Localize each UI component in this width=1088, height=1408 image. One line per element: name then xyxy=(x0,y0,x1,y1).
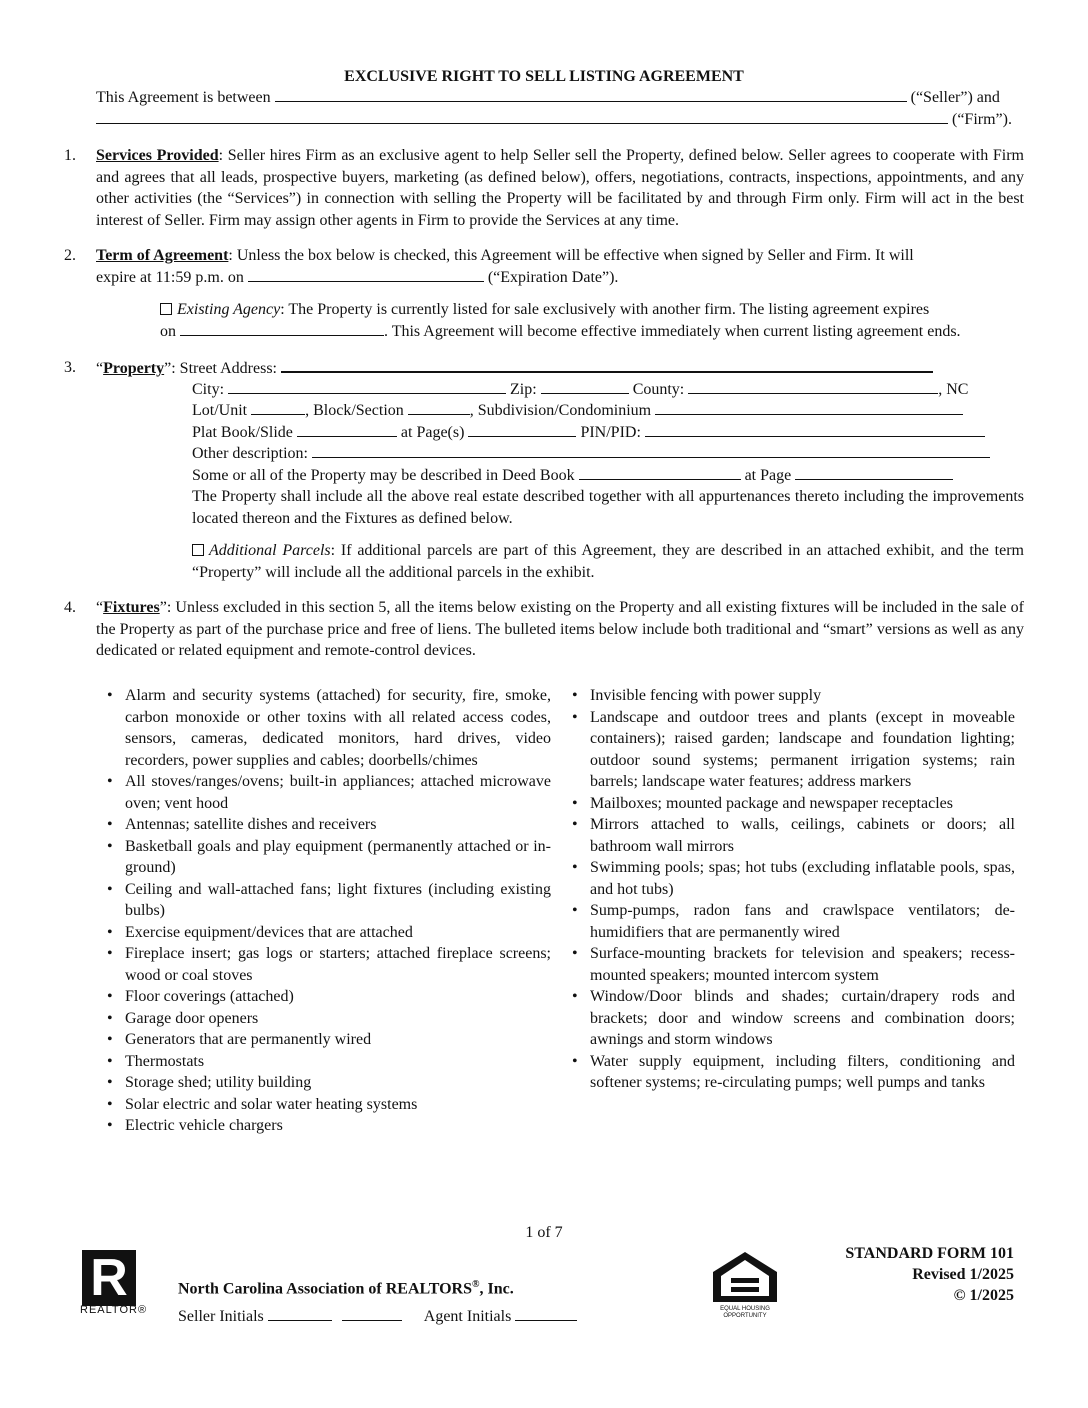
fixture-item: • Surface-mounting brackets for television and speakers; recess-mounted speakers; mounted intercom system xyxy=(590,943,1015,986)
between-label: This Agreement is between xyxy=(96,89,271,106)
fixture-item: • Thermostats xyxy=(125,1051,551,1073)
seller-initials-field-2[interactable] xyxy=(342,1306,402,1321)
fixture-item: • Landscape and outdoor trees and plants (except in moveable containers); raised garden; landscape and foundation lighting; outdoor sound systems; permanent irrigation systems; rain barrels; landscape water features; address markers xyxy=(590,707,1015,793)
realtor-logo-text: REALTOR® xyxy=(80,1304,148,1316)
street-line xyxy=(96,357,933,380)
section-1-services xyxy=(96,145,1024,231)
seller-initials-label: Seller Initials xyxy=(178,1308,264,1325)
deed-line xyxy=(192,465,953,487)
block-label: , Block/Section xyxy=(305,402,404,419)
fixture-item: • Fireplace insert; gas logs or starters; attached fireplace screens; wood or coal stoves xyxy=(125,943,551,986)
fixture-item: • Floor coverings (attached) xyxy=(125,986,551,1008)
fixture-item: • Storage shed; utility building xyxy=(125,1072,551,1094)
property-include-text: The Property shall include all the above real estate described together with all appurtenances thereto including the improvements located thereon and the Fixtures as defined below. xyxy=(192,488,1024,527)
association-suffix: , Inc. xyxy=(479,1280,514,1298)
fixture-item: • Basketball goals and play equipment (permanently attached or in-ground) xyxy=(125,836,551,879)
street-address-field[interactable] xyxy=(281,357,933,373)
agent-initials-label: Agent Initials xyxy=(423,1308,512,1325)
fixtures-list-right xyxy=(590,685,1015,1094)
section-4-text: : Unless excluded in this section 5, all the items below existing on the Property and all existing fixtures will be included in the sale of the Property as part of the purchase price and free of liens. The bulleted items below include both traditional and “smart” versions as well as any dedicated or related equipment and remote-control devices. xyxy=(96,599,1024,659)
section-3-heading: Property xyxy=(103,360,165,377)
fixture-item: • Exercise equipment/devices that are attached xyxy=(125,922,551,944)
expire-label: expire at 11:59 p.m. on xyxy=(96,269,244,286)
form-number: STANDARD FORM 101 xyxy=(845,1245,1014,1262)
fixture-item: • Antennas; satellite dishes and receivers xyxy=(125,814,551,836)
section-2-heading: Term of Agreement xyxy=(96,247,229,264)
expire-suffix: (“Expiration Date”). xyxy=(487,269,619,286)
quote-open: “ xyxy=(96,599,104,616)
fixture-item: • Window/Door blinds and shades; curtain/drapery rods and brackets; door and window screens and combination doors; awnings and storm windows xyxy=(590,986,1015,1051)
state-label: , NC xyxy=(938,381,969,398)
deed-page-label: at Page xyxy=(744,467,792,484)
document-title: EXCLUSIVE RIGHT TO SELL LISTING AGREEMENT xyxy=(344,68,744,85)
deed-book-field[interactable] xyxy=(579,465,741,480)
association-name xyxy=(178,1274,514,1300)
registered-mark: ® xyxy=(471,1279,480,1290)
page-field[interactable] xyxy=(468,422,576,437)
additional-parcels-block xyxy=(192,540,1024,583)
plat-label: Plat Book/Slide xyxy=(192,424,293,441)
zip-field[interactable] xyxy=(541,379,629,394)
city-label: City: xyxy=(192,381,225,398)
plat-line xyxy=(192,422,985,444)
expire-line xyxy=(96,267,618,289)
fixture-item: • Garage door openers xyxy=(125,1008,551,1030)
county-label: County: xyxy=(632,381,685,398)
fixture-item: • Ceiling and wall-attached fans; light fixtures (including existing bulbs) xyxy=(125,879,551,922)
fixture-item: • Generators that are permanently wired xyxy=(125,1029,551,1051)
expiration-date-field[interactable] xyxy=(248,267,484,282)
city-field[interactable] xyxy=(228,379,506,394)
firm-name-field[interactable] xyxy=(96,109,948,124)
existing-agency-block xyxy=(160,299,1024,321)
agent-initials-field[interactable] xyxy=(515,1306,577,1321)
seller-name-field[interactable] xyxy=(275,87,907,102)
deed-page-field[interactable] xyxy=(795,465,953,480)
lot-label: Lot/Unit xyxy=(192,402,248,419)
other-description-field[interactable] xyxy=(312,443,990,458)
form-revised: Revised 1/2025 xyxy=(912,1266,1014,1283)
existing-on-line xyxy=(160,321,961,343)
on-suffix: . This Agreement will become effective immediately when current listing agreement ends. xyxy=(384,323,961,340)
realtor-logo xyxy=(82,1250,136,1306)
section-2-number: 2. xyxy=(64,247,76,264)
plat-field[interactable] xyxy=(297,422,397,437)
fixture-item: • Sump-pumps, radon fans and crawlspace ventilators; de-humidifiers that are permanently wired xyxy=(590,900,1015,943)
block-field[interactable] xyxy=(408,400,470,415)
section-4-number: 4. xyxy=(64,599,76,616)
page-number: 1 of 7 xyxy=(525,1224,563,1241)
existing-agency-text: : The Property is currently listed for sale exclusively with another firm. The listing agreement expires xyxy=(280,301,930,318)
seller-suffix: (“Seller”) and xyxy=(910,89,1000,106)
section-3-number: 3. xyxy=(64,359,76,376)
eho-text-2: OPPORTUNITY xyxy=(723,1313,767,1319)
existing-agency-checkbox[interactable] xyxy=(160,303,172,315)
pin-field[interactable] xyxy=(645,422,985,437)
pin-label: PIN/PID: xyxy=(580,424,641,441)
existing-agency-label: Existing Agency xyxy=(177,301,281,318)
fixtures-list-left xyxy=(125,685,551,1137)
subdivision-label: , Subdivision/Condominium xyxy=(469,402,652,419)
intro-firm-line xyxy=(96,109,1012,131)
lot-field[interactable] xyxy=(251,400,305,415)
section-4-fixtures xyxy=(96,597,1024,662)
fixture-item: • Swimming pools; spas; hot tubs (excluding inflatable pools, spas, and hot tubs) xyxy=(590,857,1015,900)
fixture-item: • Water supply equipment, including filters, conditioning and softener systems; re-circulating pumps; well pumps and tanks xyxy=(590,1051,1015,1094)
fixture-item: • Invisible fencing with power supply xyxy=(590,685,1015,707)
fixture-item: • Mailboxes; mounted package and newspaper receptacles xyxy=(590,793,1015,815)
subdivision-field[interactable] xyxy=(655,400,963,415)
section-2-term xyxy=(96,245,1024,267)
section-1-number: 1. xyxy=(64,147,76,164)
quote-open: “ xyxy=(96,360,104,377)
section-1-text: : Seller hires Firm as an exclusive agent to help Seller sell the Property, defined below. Seller agrees to cooperate with Firm and agrees that all leads, prospective buyers, marketing (as defined below), offers, negotiations, contracts, inspections, appointments, and any other activities (the “Services”) in connection with selling the Property will be facilitated by and through Firm only. Firm will act in the best interest of Seller. Firm may assign other agents in Firm to provide the Services at any time. xyxy=(96,147,1025,229)
county-field[interactable] xyxy=(688,379,938,394)
form-copyright: © 1/2025 xyxy=(953,1287,1014,1304)
quote-close: ” xyxy=(159,599,167,616)
seller-initials-field-1[interactable] xyxy=(268,1306,332,1321)
intro-seller-line xyxy=(96,87,1000,109)
fixture-item: • All stoves/ranges/ovens; built-in appliances; attached microwave oven; vent hood xyxy=(125,771,551,814)
at-pages-label: at Page(s) xyxy=(400,424,465,441)
association-label: North Carolina Association of REALTORS xyxy=(178,1280,472,1298)
section-1-heading: Services Provided xyxy=(96,147,219,164)
additional-parcels-label: Additional Parcels xyxy=(209,542,331,559)
existing-expire-date-field[interactable] xyxy=(180,321,384,336)
fixture-item: • Solar electric and solar water heating systems xyxy=(125,1094,551,1116)
form-info xyxy=(780,1243,1014,1306)
other-line xyxy=(192,443,990,465)
section-2-text: : Unless the box below is checked, this Agreement will be effective when signed by Seller and Firm. It will xyxy=(228,247,914,264)
other-label: Other description: xyxy=(192,445,308,462)
zip-label: Zip: xyxy=(510,381,537,398)
additional-parcels-text: : If additional parcels are part of this Agreement, they are described in an attached exhibit, and the term “Property” will include all the additional parcels in the exhibit. xyxy=(192,542,1024,581)
city-line xyxy=(192,379,968,401)
realtor-logo-letter: R xyxy=(90,1249,128,1307)
eho-text-1: EQUAL HOUSING xyxy=(720,1306,770,1312)
fixture-item: • Mirrors attached to walls, ceilings, cabinets or doors; all bathroom wall mirrors xyxy=(590,814,1015,857)
firm-suffix: (“Firm”). xyxy=(952,111,1012,128)
fixture-item: • Electric vehicle chargers xyxy=(125,1115,551,1137)
initials-line xyxy=(178,1306,577,1328)
additional-parcels-checkbox[interactable] xyxy=(192,544,204,556)
section-4-heading: Fixtures xyxy=(103,599,160,616)
equal-housing-icon xyxy=(711,1250,779,1322)
lot-line xyxy=(192,400,963,422)
quote-close: ”: xyxy=(164,360,176,377)
street-label: Street Address: xyxy=(179,360,277,377)
deed-label: Some or all of the Property may be described in Deed Book xyxy=(192,467,575,484)
fixture-item: • Alarm and security systems (attached) for security, fire, smoke, carbon monoxide or other toxins with all related access codes, sensors, cameras, dedicated monitors, hard drives, video recorders, power supplies and cables; doorbells/chimes xyxy=(125,685,551,771)
on-label: on xyxy=(160,323,176,340)
